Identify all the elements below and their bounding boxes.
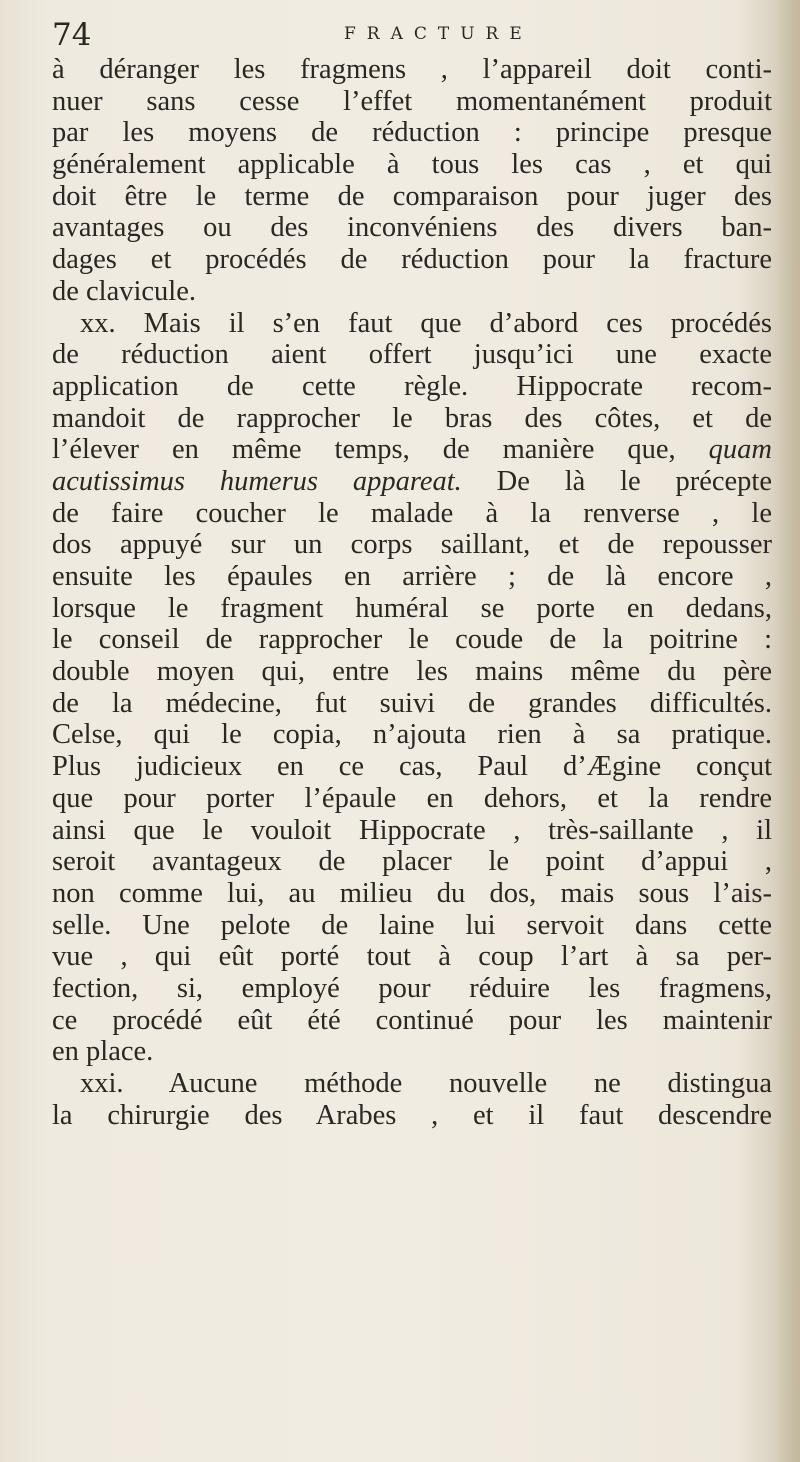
text-line: vue , qui eût porté tout à coup l’art à sa per- <box>52 941 772 973</box>
page-number: 74 <box>52 17 92 53</box>
text-line: Celse, qui le copia, n’ajouta rien à sa pratique. <box>52 719 772 751</box>
text-line: que pour porter l’épaule en dehors, et la rendre <box>52 782 772 814</box>
text-line: de clavicule. <box>52 275 197 307</box>
text-line: de la médecine, fut suivi de grandes difficultés. <box>52 687 772 719</box>
page-edge-shadow <box>774 0 800 1462</box>
text-line: application de cette règle. Hippocrate recom- <box>52 370 772 402</box>
text-line: fection, si, employé pour réduire les fragmens, <box>52 972 772 1004</box>
page-header <box>52 14 752 56</box>
text-line: de faire coucher le malade à la renverse , le <box>52 497 772 529</box>
text-line-with-italic <box>52 466 772 498</box>
text-line: avantages ou des inconvéniens des divers ban- <box>52 212 772 244</box>
running-head: FRACTURE <box>344 24 533 44</box>
text-line: dages et procédés de réduction pour la fracture <box>52 244 772 276</box>
text-line: dos appuyé sur un corps saillant, et de repousser <box>52 529 772 561</box>
text-line: ensuite les épaules en arrière ; de là encore , <box>52 561 772 592</box>
latin-phrase-acutissimus: acutissimus humerus appareat. <box>52 465 462 497</box>
line-12-roman: l’élever en même temps, de manière que, <box>52 434 709 466</box>
text-line: par les moyens de réduction : principe presque <box>52 117 772 149</box>
section-xx-start: xx. Mais il s’en faut que d’abord ces procédés <box>80 307 772 339</box>
text-line: mandoit de rapprocher le bras des côtes, et de <box>52 402 772 434</box>
text-line: seroit avantageux de placer le point d’appui , <box>52 846 772 878</box>
text-line: non comme lui, au milieu du dos, mais sous l’ais- <box>52 877 772 909</box>
text-line: à déranger les fragmens , l’appareil doit conti- <box>52 54 772 85</box>
body-text <box>52 54 772 1131</box>
text-line: ainsi que le vouloit Hippocrate , très-saillante , il <box>52 814 772 846</box>
line-13-roman: De là le précepte <box>461 465 772 497</box>
text-line: Plus judicieux en ce cas, Paul d’Ægine conçut <box>52 751 772 783</box>
text-line: double moyen qui, entre les mains même du père <box>52 656 772 688</box>
text-line: en place. <box>52 1036 154 1068</box>
text-line: doit être le terme de comparaison pour juger des <box>52 180 772 212</box>
latin-phrase-quam: quam <box>708 434 772 466</box>
text-line: la chirurgie des Arabes , et il faut descendre <box>52 1099 772 1131</box>
text-line: selle. Une pelote de laine lui servoit dans cette <box>52 909 772 941</box>
section-xxi-start: xxi. Aucune méthode nouvelle ne distingua <box>80 1068 772 1099</box>
text-line-with-italic <box>52 434 772 466</box>
text-line: de réduction aient offert jusqu’ici une exacte <box>52 339 772 371</box>
text-line: généralement applicable à tous les cas , et qui <box>52 149 772 181</box>
text-line: le conseil de rapprocher le coude de la poitrine : <box>52 624 772 656</box>
text-line: ce procédé eût été continué pour les maintenir <box>52 1004 772 1036</box>
text-line: nuer sans cesse l’effet momentanément produit <box>52 85 772 117</box>
text-line: lorsque le fragment huméral se porte en dedans, <box>52 592 772 624</box>
